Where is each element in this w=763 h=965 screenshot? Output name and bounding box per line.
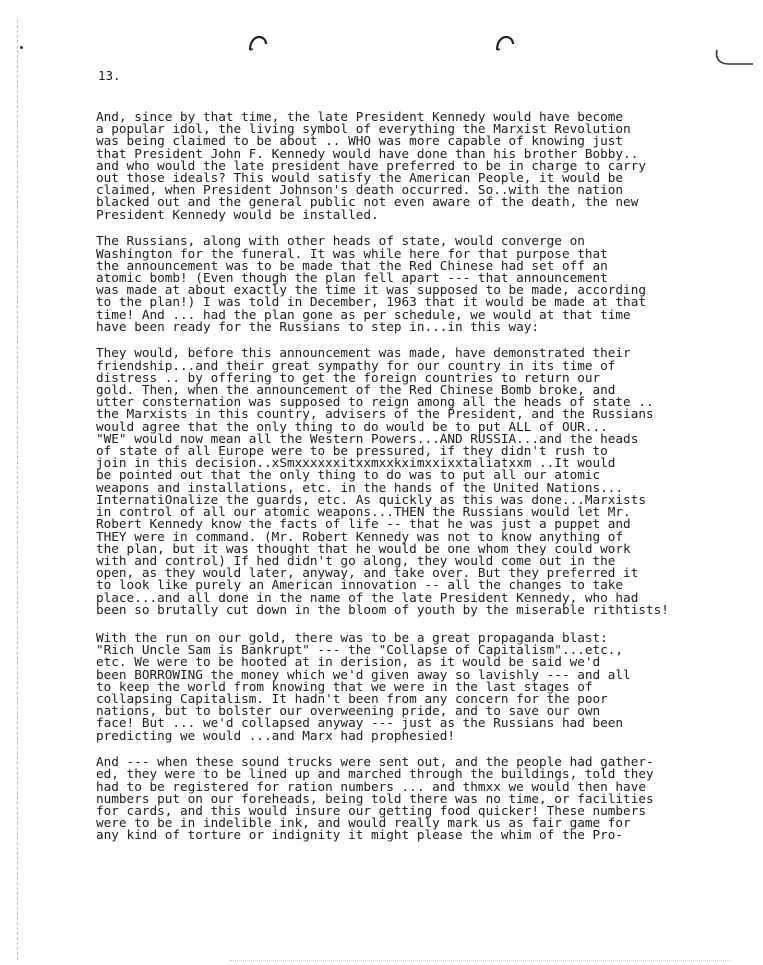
typed-body	[96, 111, 736, 856]
binder-hole-right-icon	[494, 34, 516, 56]
binder-hole-left-icon	[247, 34, 269, 56]
margin-speck	[20, 46, 23, 49]
paragraph-2: The Russians, along with other heads of state, would converge on Washington for the funeral. It was while here for that purpose that the announcement was to be made that the Red Chinese had set off an atomic bomb! (Even though the plan fell apart --- that announcement was made at about exactly the time it was supposed to be made, according to the plan!) I was told in December, 1963 that it would be made at that time! And ... had the plan gone as per schedule, we would at that time have been ready for the Russians to step in...in this way:	[96, 233, 646, 334]
page-number: 13.	[98, 68, 121, 83]
paragraph-4: With the run on our gold, there was to be a great propaganda blast: "Rich Uncle Sam is Bankrupt" --- the "Collapse of Capitalism"...etc., etc. We were to be hooted at in derision, as it would be said we'd been BORROWING the money which we'd given away so lavishly --- and all to keep the world from knowing that we were in the last stages of collapsing Capitalism. It hadn't been from any concern for the poor nations, but to bolster our overweening pride, and to save our own face! But ... we'd collapsed anyway --- just as the Russians had been predicting we would ...and Marx had prophesied!	[96, 629, 631, 743]
paragraph-3: They would, before this announcement was made, have demonstrated their friendship...and their great sympathy for our country in its time of distress .. by offering to get the foreign countries to return our gold. Then, when the announcement of the Red Chinese Bomb broke, and utter consternation was supposed to reign among all the heads of state .. the Marxists in this country, advisers of the President, and the Russians would agree that the only thing to do would be to put ALL of OUR... "WE" would now mean all the Western Powers...AND RUSSIA...and the heads of state of all Europe were to be pressured, if they didn't rush to join in this decision..xSmxxxxxxitxxmxxkximxxixxtaliatxxm ..It would be pointed out that the only thing to do was to put all our atomic weapons and installations, etc. in the hands of the United Nations... InternatiOnalize the guards, etc. As quickly as this was done...Marxists in control of all our atomic weapons...THEN the Russians would let Mr. Robert Kennedy know the facts of life -- that he was just a puppet and THEY were in command. (Mr. Robert Kennedy was not to know anything of the plan, but it was thought that he would be one whom they could work with and control) If hed didn't go along, they would come out in the open, as they would later, anyway, and take over. But they preferred it to look like purely an American innovation -- all the changes to take place...and all done in the name of the late President Kennedy, who had been so brutally cut down in the bloom of youth by the miserable rithtists!	[96, 345, 669, 617]
left-margin-line	[17, 20, 18, 960]
corner-scribble-icon	[711, 44, 757, 72]
paragraph-5: And --- when these sound trucks were sent out, and the people had gather- ed, they were to be lined up and marched through the buildings, told they had to be registered for ration numbers ... and thmxx we would then have numbers put on our foreheads, being told there was no time, or facilities for cards, and this would insure our getting food quicker! These numbers were to be in indelible ink, and would really mark us as fair game for any kind of torture or indignity it might please the whim of the Pro-	[96, 754, 654, 843]
bottom-edge-mark	[230, 960, 730, 961]
paragraph-1: And, since by that time, the late President Kennedy would have become a popular idol, the living symbol of everything the Marxist Revolution was being claimed to be about .. WHO was more capable of knowing just that President John F. Kennedy would have done than his brother Bobby.. and who would the late president have preferred to be in charge to carry out those ideals? This would satisfy the American People, it would be claimed, when President Johnson's death occurred. So..with the nation blacked out and the general public not even aware of the death, the new President Kennedy would be installed.	[96, 109, 646, 222]
